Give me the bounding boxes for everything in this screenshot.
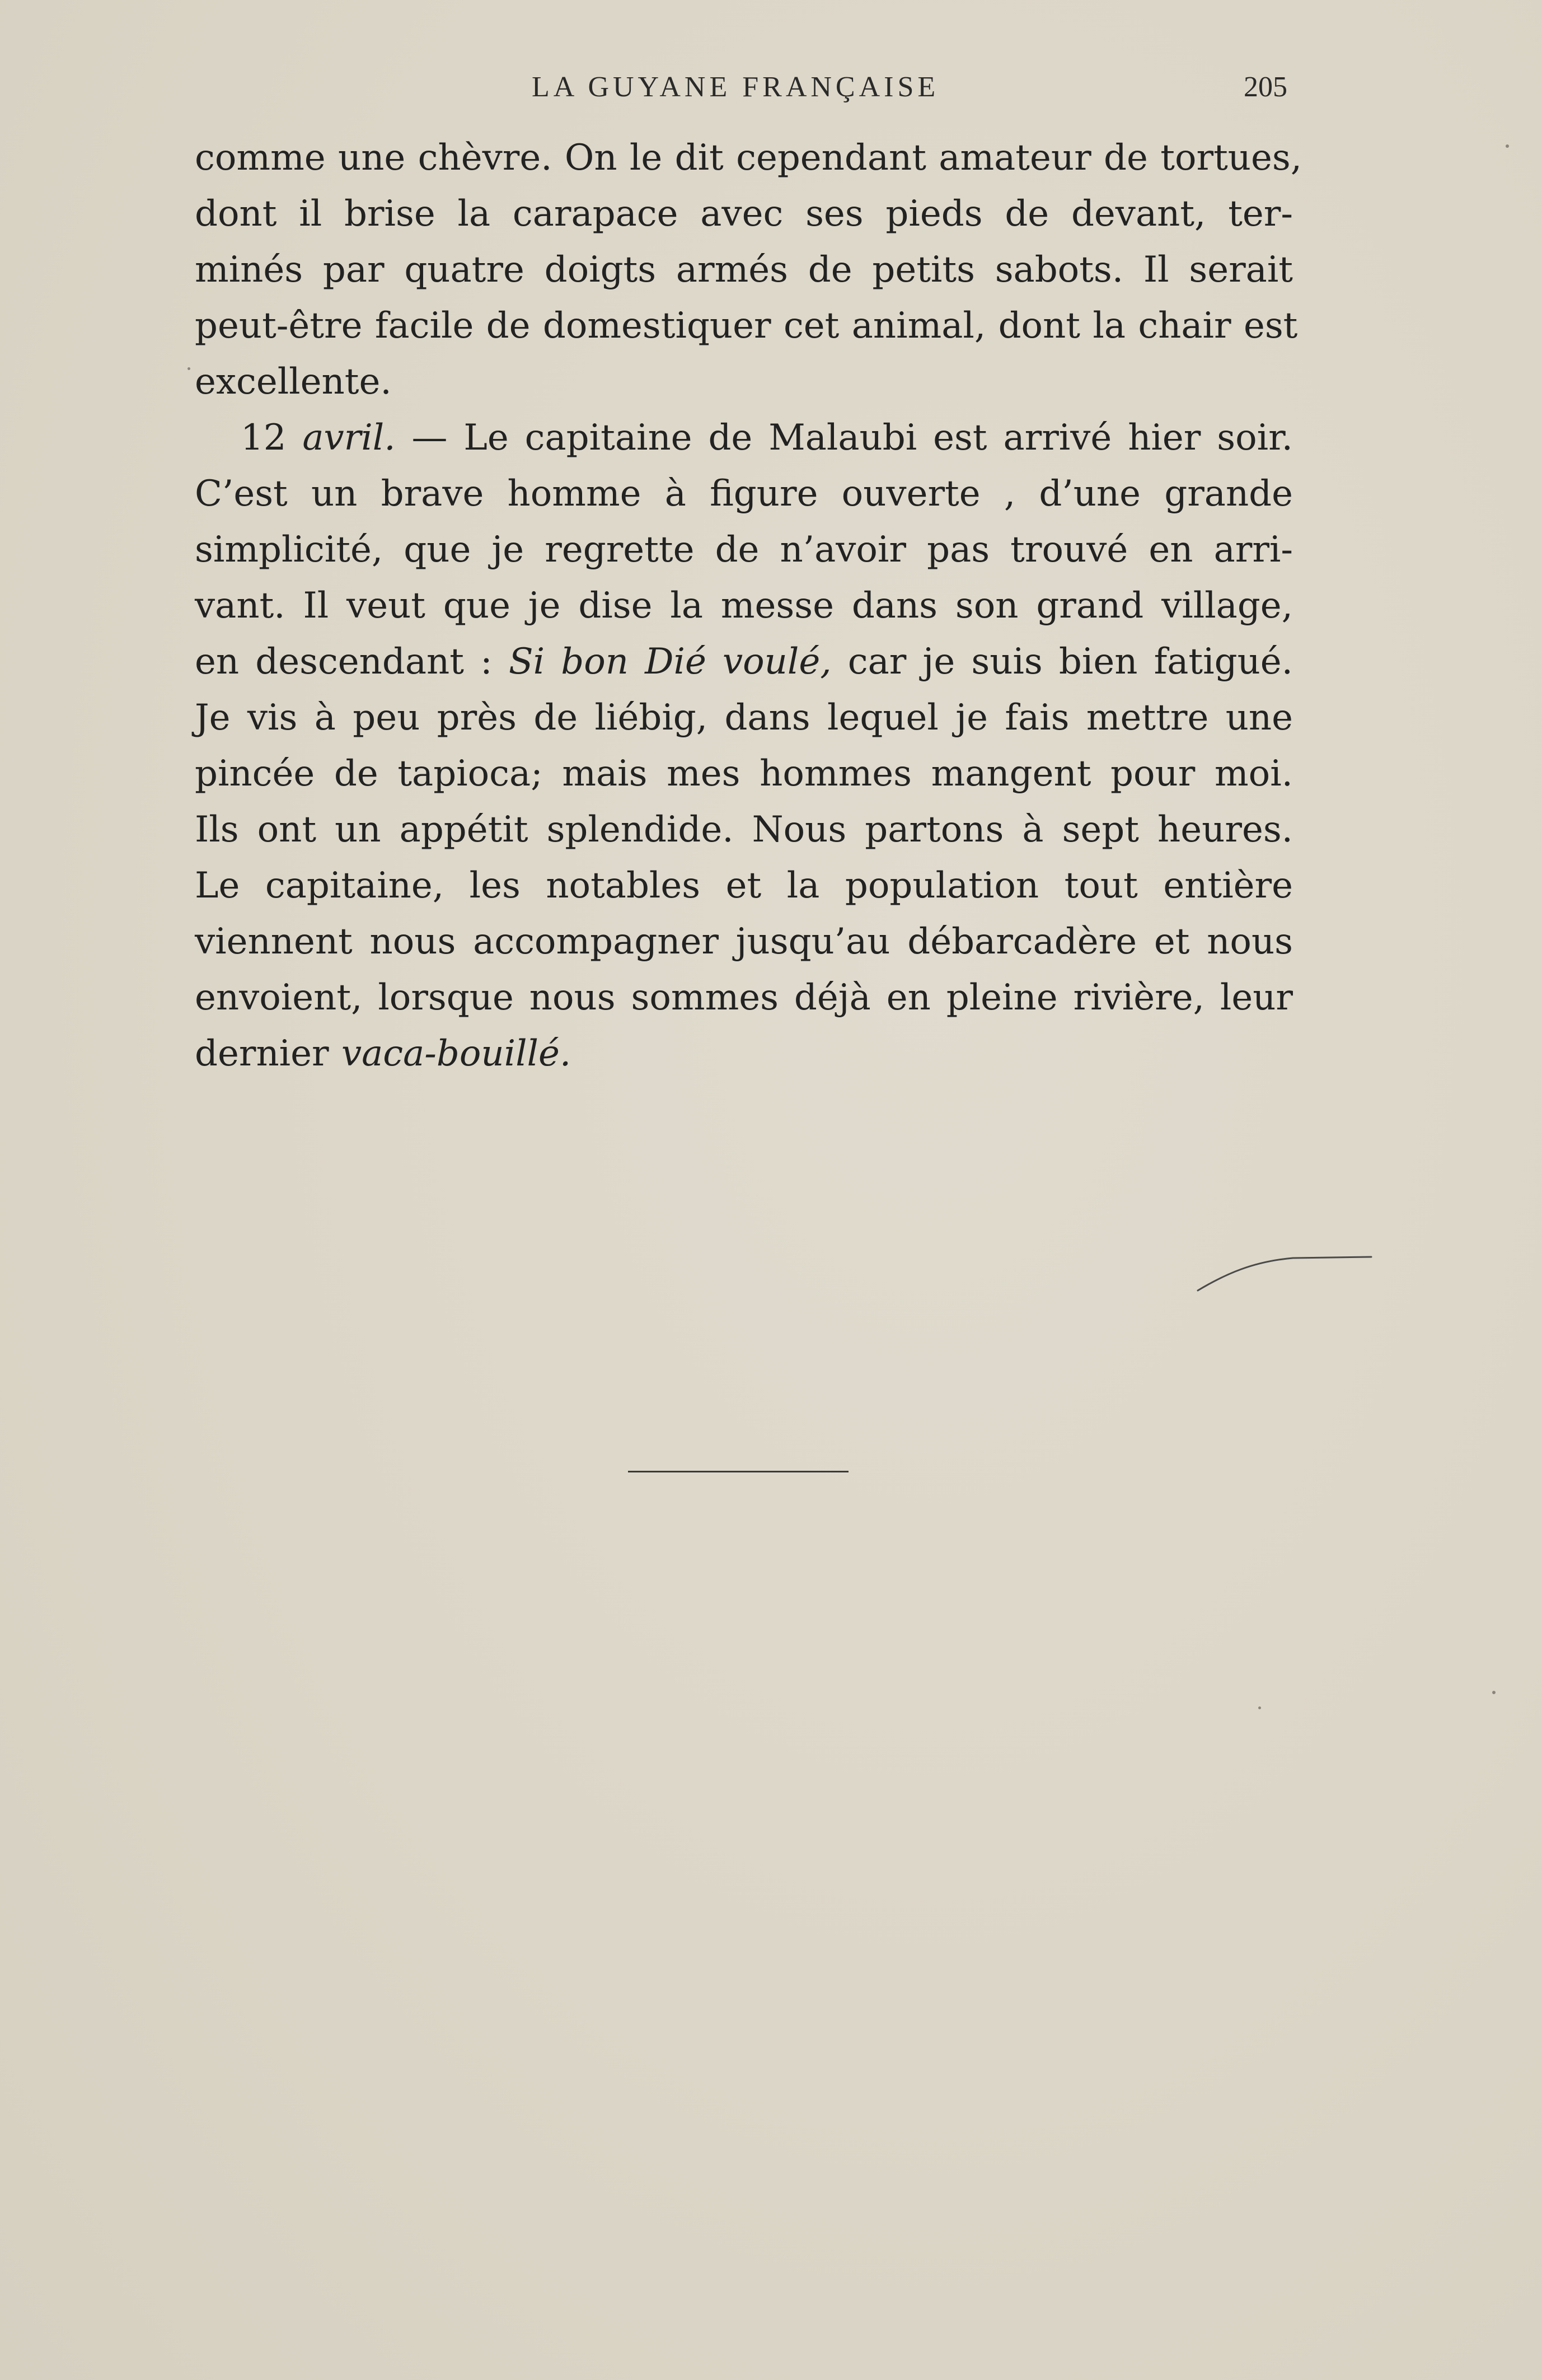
paper-speck (1492, 1691, 1496, 1694)
text-line: C’est un brave homme à figure ouverte , d’une grande (195, 473, 1293, 515)
pencil-stroke-mark (1192, 1251, 1377, 1296)
running-head (0, 71, 1542, 110)
quote-prefix: en descendant : (195, 641, 493, 682)
text-line: minés par quatre doigts armés de petits sabots. Il serait (195, 249, 1293, 291)
paper-speck (1506, 144, 1509, 148)
text-line: peut-être facile de domestiquer cet animal, dont la chair est (195, 305, 1298, 347)
text-line: vant. Il veut que je dise la messe dans son grand village, (195, 585, 1293, 626)
text-line: dont il brise la carapace avec ses pieds de devant, ter- (195, 193, 1293, 235)
closing-phrase: vaca-bouillé. (341, 1033, 571, 1074)
text-line: envoient, lorsque nous sommes déjà en pleine rivière, leur (195, 977, 1293, 1018)
date-day: 12 (241, 417, 287, 459)
running-title: LA GUYANE FRANÇAISE (532, 71, 940, 103)
date-month: avril. (302, 417, 396, 459)
text-line: viennent nous accompagner jusqu’au débarcadère et nous (195, 921, 1293, 962)
page-number: 205 (1244, 71, 1287, 103)
paper-speck (188, 367, 190, 370)
text-line: pincée de tapioca; mais mes hommes mangent pour moi. (195, 753, 1293, 794)
text-line: Je vis à peu près de liébig, dans lequel je fais mettre une (195, 697, 1293, 738)
text-line: Ils ont un appétit splendide. Nous partons à sept heures. (195, 809, 1293, 850)
paper-speck (1258, 1706, 1261, 1709)
text-line: simplicité, que je regrette de n’avoir pas trouvé en arri- (195, 529, 1293, 571)
date-line (195, 410, 1293, 466)
closing-line (195, 1026, 1293, 1082)
date-line-text: — Le capitaine de Malaubi est arrivé hier soir. (411, 417, 1293, 459)
closing-word: dernier (195, 1033, 329, 1074)
body-text (195, 130, 1302, 1082)
creole-quote: Si bon Dié voulé, (508, 641, 832, 682)
section-end-rule (628, 1471, 849, 1472)
text-line: comme une chèvre. On le dit cependant amateur de tortues, (195, 137, 1302, 179)
text-line: excellente. (195, 361, 392, 403)
text-line: Le capitaine, les notables et la population tout entière (195, 865, 1293, 906)
quote-line (195, 634, 1293, 690)
quote-suffix: car je suis bien fatigué. (847, 641, 1293, 682)
